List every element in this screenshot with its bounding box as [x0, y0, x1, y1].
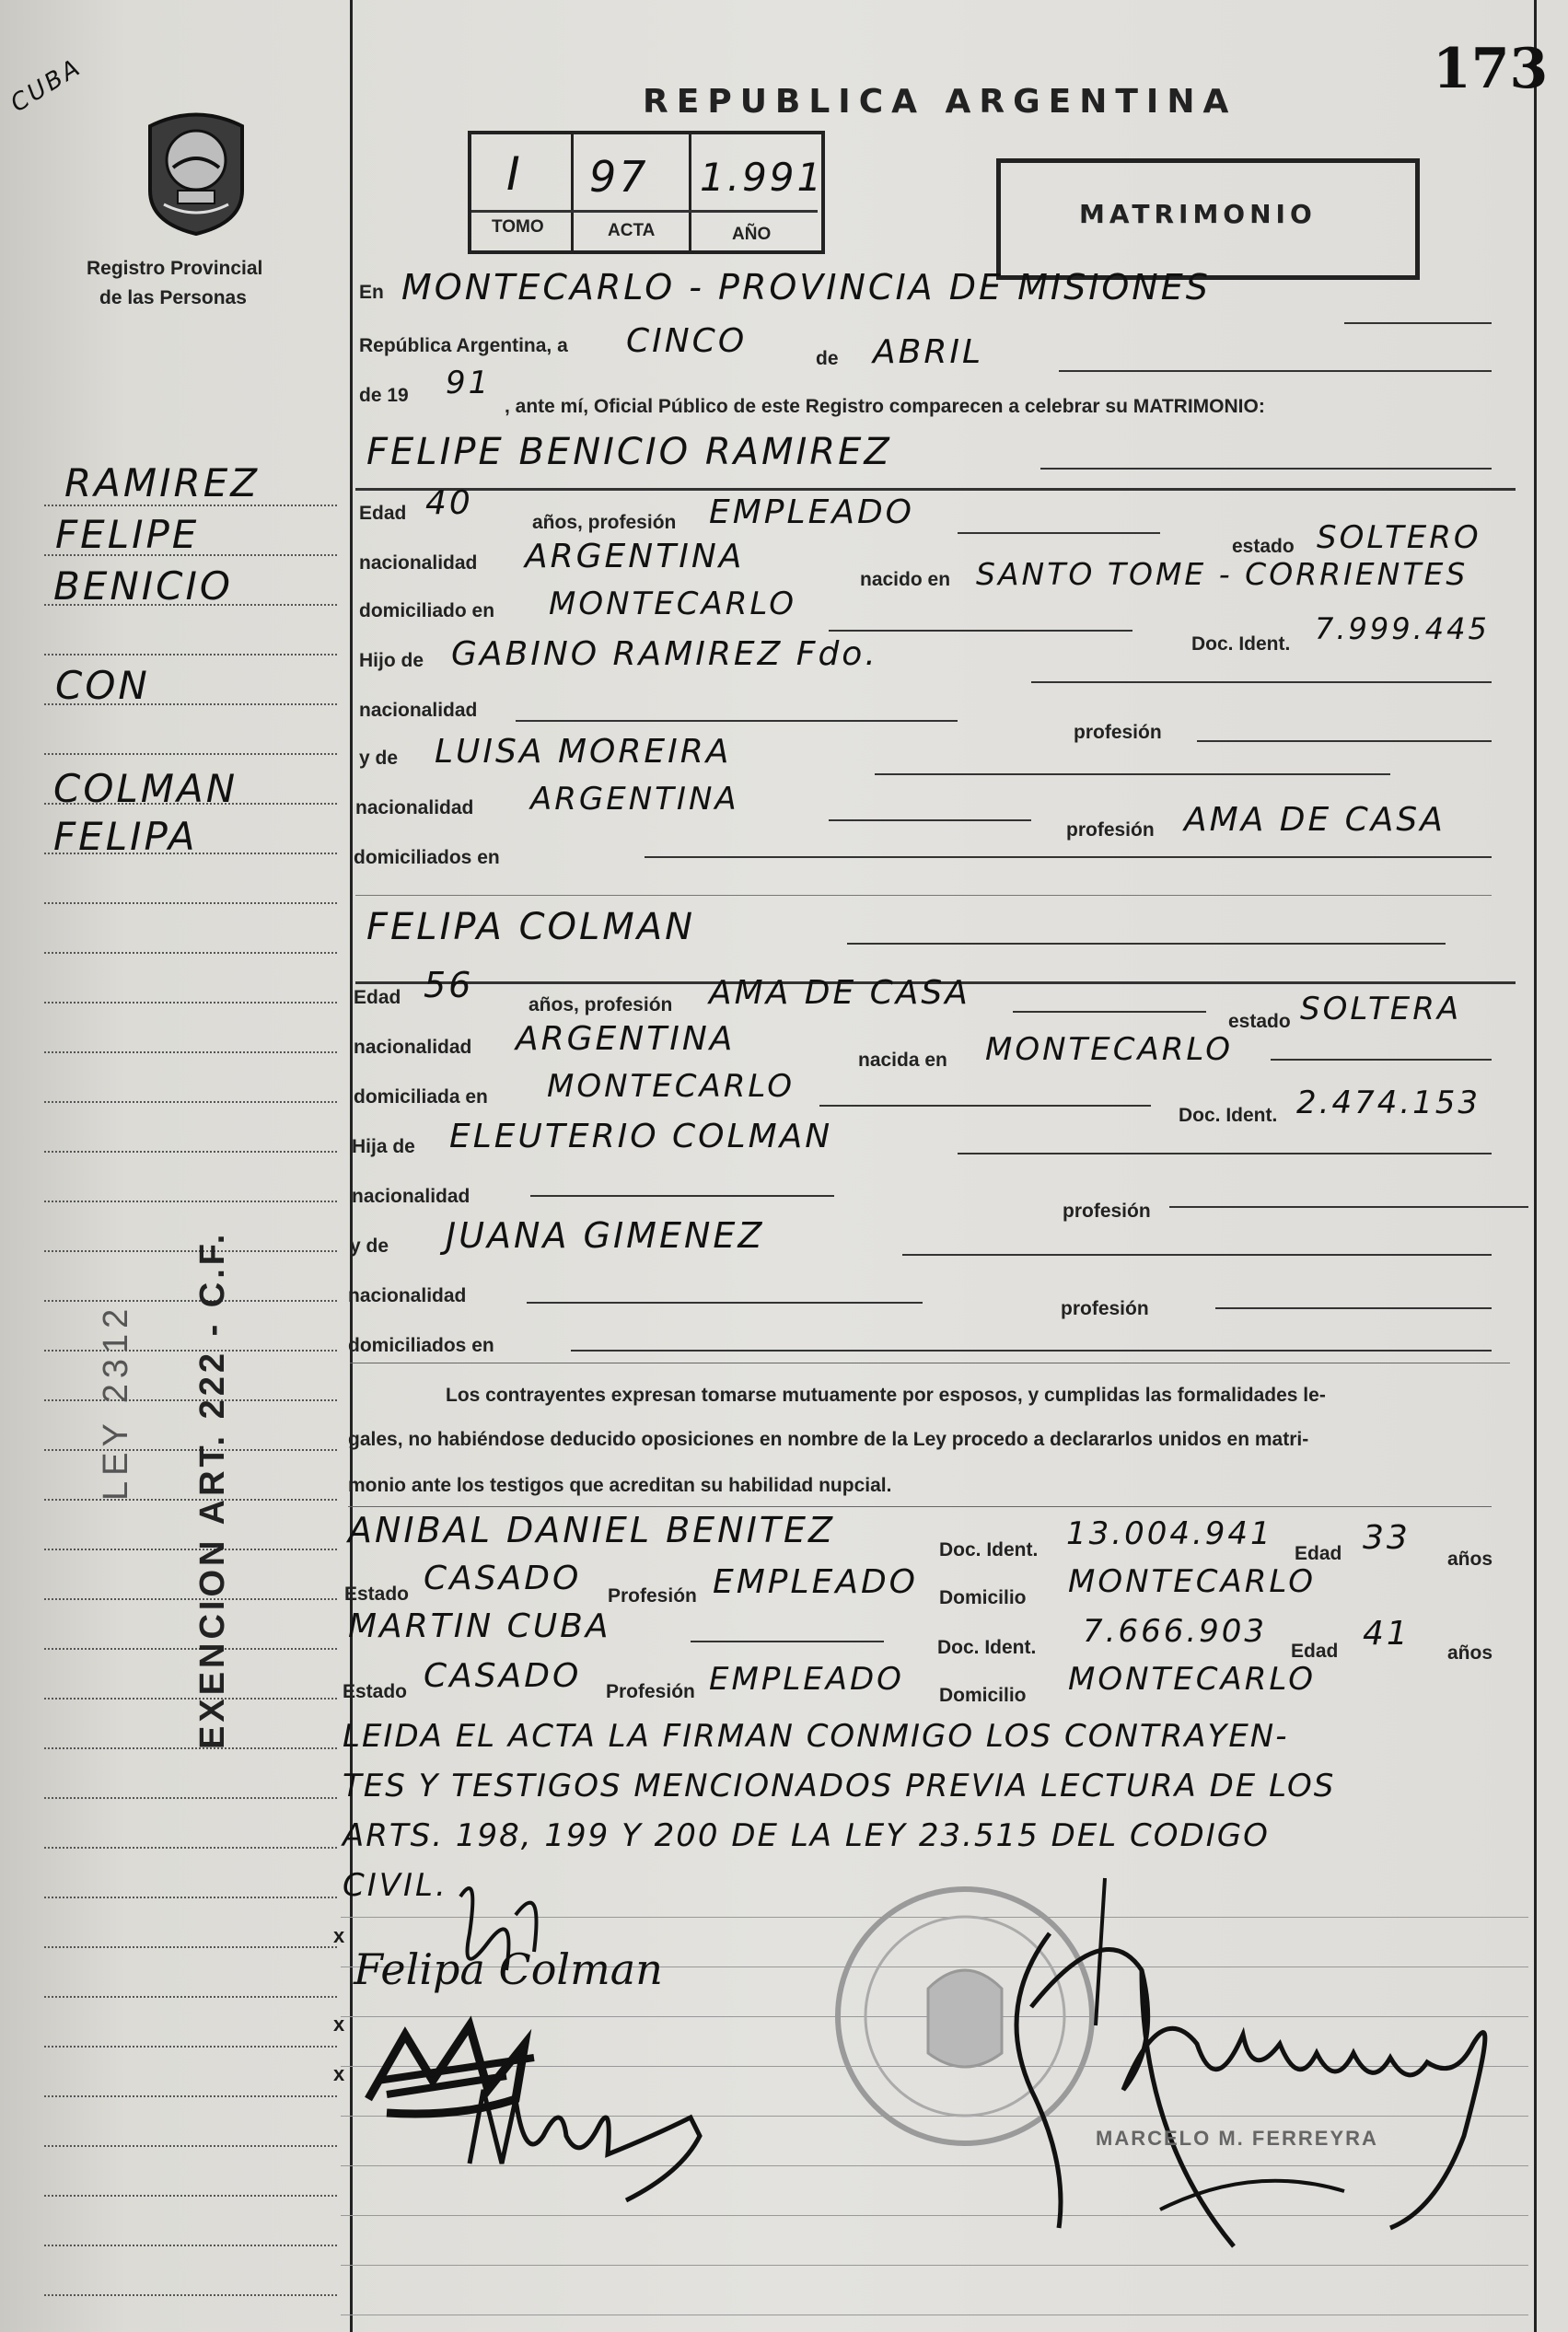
groom-name: FELIPE BENICIO RAMIREZ — [366, 431, 892, 473]
witness2-status-label: Estado — [343, 1681, 408, 1702]
signature-mark-1: x — [333, 1924, 345, 1947]
groom-profession: EMPLEADO — [709, 493, 915, 531]
witness1-domicile-label: Domicilio — [939, 1587, 1027, 1608]
margin-dotted-line — [44, 1101, 337, 1103]
witness1-domicile: MONTECARLO — [1068, 1563, 1317, 1600]
closing-line2: TES Y TESTIGOS MENCIONADOS PREVIA LECTURA DE LOS — [343, 1768, 1336, 1804]
bride-doc: 2.474.153 — [1296, 1085, 1481, 1121]
margin-dotted-line — [44, 1250, 337, 1252]
bride-age-label: Edad — [354, 987, 401, 1008]
republic-label: República Argentina, a — [359, 335, 568, 356]
margin-dotted-line — [44, 1847, 337, 1849]
margin-surname: RAMIREZ — [64, 460, 261, 505]
margin-dotted-line — [44, 1002, 337, 1004]
margin-dotted-line — [44, 703, 337, 705]
bride-status-label: estado — [1228, 1011, 1291, 1032]
witness2-domicile: MONTECARLO — [1068, 1661, 1317, 1698]
bride-father-nat-label: nacionalidad — [352, 1186, 470, 1207]
margin-dotted-line — [44, 1051, 337, 1053]
bride-father: ELEUTERIO COLMAN — [449, 1118, 833, 1155]
margin-dotted-line — [44, 1449, 337, 1451]
signature-mark-3: x — [333, 2062, 345, 2085]
margin-dotted-line — [44, 1996, 337, 1998]
bride-mother-label: y de — [350, 1236, 389, 1257]
bride-parents-domicile-label: domiciliados en — [348, 1335, 494, 1356]
bride-mother-prof-label: profesión — [1061, 1298, 1149, 1319]
margin-dotted-line — [44, 803, 337, 805]
bride-doc-label: Doc. Ident. — [1179, 1105, 1278, 1126]
bride-nationality-label: nacionalidad — [354, 1037, 472, 1058]
witness2-name: MARTIN CUBA — [348, 1607, 611, 1645]
margin-dotted-line — [44, 2245, 337, 2246]
groom-father-label: Hijo de — [359, 650, 424, 671]
witness1-doc-label: Doc. Ident. — [939, 1539, 1039, 1560]
margin-dotted-line — [44, 1499, 337, 1501]
groom-domicile-label: domiciliado en — [359, 600, 495, 621]
margin-dotted-line — [44, 554, 337, 556]
bride-domicile: MONTECARLO — [547, 1068, 796, 1105]
bride-nationality: ARGENTINA — [516, 1020, 736, 1058]
en-label: En — [359, 282, 384, 303]
ceremony-place: MONTECARLO - PROVINCIA DE MISIONES — [401, 267, 1211, 307]
corner-note: CUBA — [6, 52, 87, 119]
margin-dotted-line — [44, 853, 337, 854]
groom-nationality-label: nacionalidad — [359, 552, 478, 574]
witness2-profession: EMPLEADO — [709, 1661, 904, 1698]
witness2-doc-label: Doc. Ident. — [937, 1637, 1037, 1658]
declaration-line1: Los contrayentes expresan tomarse mutuamente por esposos, y cumplidas las formalidades le- — [446, 1385, 1326, 1406]
groom-age: 40 — [425, 484, 473, 522]
bride-status: SOLTERA — [1300, 991, 1462, 1027]
groom-mother-prof-label: profesión — [1066, 819, 1155, 841]
groom-status-label: estado — [1232, 536, 1295, 557]
groom-birthplace: SANTO TOME - CORRIENTES — [976, 556, 1469, 592]
margin-dotted-line — [44, 1747, 337, 1749]
margin-dotted-line — [44, 2195, 337, 2197]
margin-dotted-line — [44, 654, 337, 656]
witness1-profession: EMPLEADO — [713, 1563, 919, 1601]
groom-mother-profession: AMA DE CASA — [1184, 801, 1446, 839]
witness2-years-label: años — [1447, 1642, 1493, 1664]
witness1-status-label: Estado — [344, 1584, 410, 1605]
margin-dotted-line — [44, 2046, 337, 2048]
bride-domicile-label: domiciliada en — [354, 1086, 488, 1108]
witness2-age-label: Edad — [1291, 1641, 1339, 1662]
de-label: de — [816, 348, 839, 369]
groom-mother-label: y de — [359, 748, 399, 769]
groom-mother-nat-label: nacionalidad — [355, 797, 474, 818]
registry-name-line1: Registro Provincial — [87, 258, 263, 279]
witness2-profession-label: Profesión — [606, 1681, 695, 1702]
margin-dotted-line — [44, 2294, 337, 2296]
ceremony-year: 91 — [446, 365, 492, 401]
declaration-line3: monio ante los testigos que acreditan su habilidad nupcial. — [348, 1475, 892, 1496]
witness1-years-label: años — [1447, 1549, 1493, 1570]
margin-dotted-line — [44, 505, 337, 506]
closing-line4: CIVIL. — [343, 1867, 448, 1904]
acta-value: 97 — [589, 152, 649, 202]
groom-father: GABINO RAMIREZ Fdo. — [451, 635, 878, 673]
witness2-age: 41 — [1363, 1615, 1411, 1653]
bride-birthplace: MONTECARLO — [985, 1031, 1234, 1068]
groom-doc-label: Doc. Ident. — [1191, 633, 1291, 655]
ceremony-month: ABRIL — [873, 333, 984, 371]
closing-line3: ARTS. 198, 199 Y 200 DE LA LEY 23.515 DEL CODIGO — [343, 1817, 1270, 1854]
groom-mother-nationality: ARGENTINA — [530, 781, 739, 818]
bride-father-label: Hija de — [352, 1136, 415, 1157]
groom-mother: LUISA MOREIRA — [435, 733, 732, 771]
ano-label: AÑO — [732, 225, 772, 244]
margin-dotted-line — [44, 1698, 337, 1700]
page-number: 173 — [1433, 37, 1549, 101]
margin-dotted-line — [44, 1797, 337, 1799]
declaration-line2: gales, no habiéndose deducido oposiciones en nombre de la Ley procedo a declararlos unidos en matri- — [348, 1429, 1309, 1450]
margin-middle-name: BENICIO — [53, 563, 233, 609]
groom-domicile: MONTECARLO — [549, 586, 797, 622]
witness2-status: CASADO — [424, 1657, 582, 1695]
witness2-domicile-label: Domicilio — [939, 1685, 1027, 1706]
ano-value: 1.991 — [700, 155, 825, 200]
groom-father-prof-label: profesión — [1074, 722, 1162, 743]
margin-dotted-line — [44, 1549, 337, 1550]
bride-birthplace-label: nacida en — [858, 1050, 947, 1071]
official-stamp-text: MARCELO M. FERREYRA — [1096, 2127, 1378, 2150]
witness1-status: CASADO — [424, 1560, 582, 1597]
groom-birthplace-label: nacido en — [860, 569, 951, 590]
signature-mark-2: x — [333, 2013, 345, 2036]
margin-dotted-line — [44, 1897, 337, 1898]
margin-dotted-line — [44, 1946, 337, 1948]
margin-dotted-line — [44, 952, 337, 954]
margin-bride-first: FELIPA — [53, 814, 198, 859]
witness2-doc: 7.666.903 — [1083, 1613, 1268, 1650]
groom-age-label: Edad — [359, 503, 407, 524]
margin-dotted-line — [44, 2095, 337, 2097]
year-label: de 19 — [359, 385, 409, 406]
tomo-label: TOMO — [492, 217, 544, 237]
appearance-statement: , ante mí, Oficial Público de este Registro comparecen a celebrar su MATRIMONIO: — [505, 396, 1265, 417]
witness1-name: ANIBAL DANIEL BENITEZ — [348, 1510, 836, 1550]
witness1-doc: 13.004.941 — [1066, 1515, 1273, 1552]
closing-line1: LEIDA EL ACTA LA FIRMAN CONMIGO LOS CONTRAYEN- — [343, 1718, 1289, 1755]
witness1-age: 33 — [1363, 1519, 1411, 1557]
ceremony-day: CINCO — [626, 322, 748, 360]
acta-label: ACTA — [608, 221, 656, 240]
bride-mother: JUANA GIMENEZ — [446, 1215, 765, 1256]
signatures-icon — [331, 1860, 1547, 2292]
coat-of-arms-icon — [136, 103, 256, 237]
groom-father-nat-label: nacionalidad — [359, 700, 478, 721]
bride-name: FELIPA COLMAN — [366, 906, 696, 948]
groom-parents-domicile-label: domiciliados en — [354, 847, 500, 868]
registry-name-line2: de las Personas — [99, 287, 247, 308]
margin-dotted-line — [44, 2145, 337, 2147]
margin-dotted-line — [44, 753, 337, 755]
margin-bride-surname: COLMAN — [53, 766, 238, 811]
margin-dotted-line — [44, 902, 337, 904]
bride-age: 56 — [424, 965, 474, 1005]
doc-type-title: MATRIMONIO — [1079, 199, 1317, 229]
margin-dotted-line — [44, 1300, 337, 1302]
margin-dotted-line — [44, 1648, 337, 1650]
law-stamp: LEY 2312 — [97, 1303, 135, 1501]
country-title: REPUBLICA ARGENTINA — [643, 83, 1237, 121]
groom-nationality: ARGENTINA — [525, 538, 745, 575]
bride-mother-nat-label: nacionalidad — [348, 1285, 467, 1306]
groom-profession-label: años, profesión — [532, 512, 677, 533]
bride-profession: AMA DE CASA — [709, 974, 970, 1012]
witness1-age-label: Edad — [1295, 1543, 1342, 1564]
margin-first-name: FELIPE — [55, 512, 200, 557]
margin-dotted-line — [44, 1350, 337, 1352]
margin-dotted-line — [44, 1151, 337, 1153]
margin-dotted-line — [44, 604, 337, 606]
groom-status: SOLTERO — [1317, 519, 1481, 556]
tomo-value: I — [506, 147, 523, 201]
margin-dotted-line — [44, 1598, 337, 1600]
bride-father-prof-label: profesión — [1063, 1201, 1151, 1222]
bride-signature: Felipa Colman — [354, 1944, 663, 1994]
groom-doc: 7.999.445 — [1315, 611, 1490, 646]
margin-con: CON — [55, 663, 150, 708]
exemption-stamp: EXENCION ART. 222 - C.F. — [193, 1230, 232, 1749]
margin-dotted-line — [44, 1399, 337, 1401]
witness1-profession-label: Profesión — [608, 1585, 697, 1607]
bride-profession-label: años, profesión — [528, 994, 673, 1015]
margin-dotted-line — [44, 1201, 337, 1202]
